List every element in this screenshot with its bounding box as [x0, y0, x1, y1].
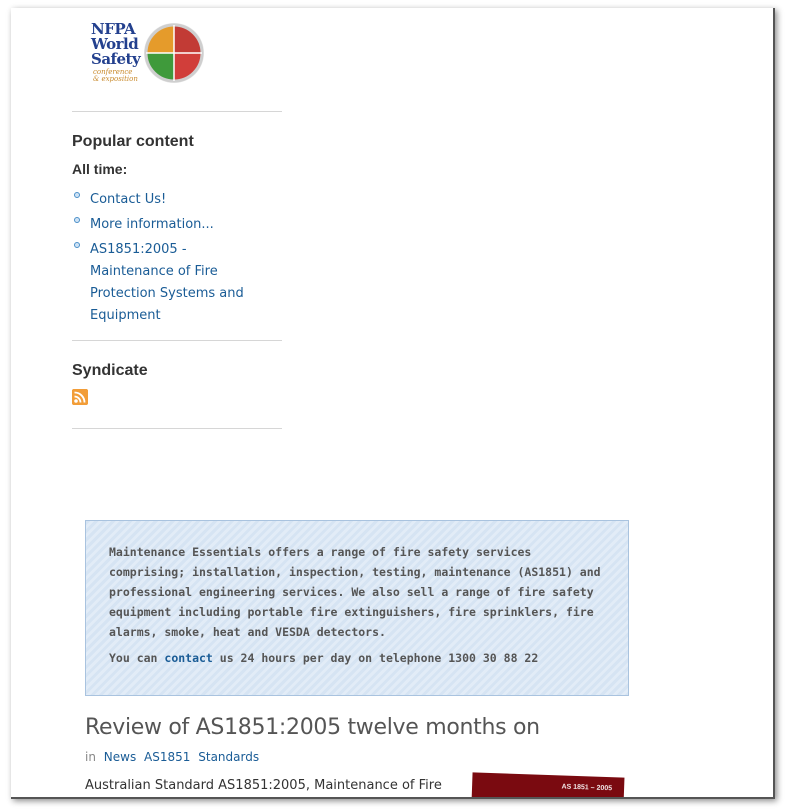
- tag-as1851[interactable]: AS1851: [144, 750, 191, 764]
- tag-news[interactable]: News: [103, 750, 137, 764]
- list-item: [72, 213, 272, 235]
- popular-link-contact-us[interactable]: Contact Us!: [90, 192, 167, 207]
- book-label: AS 1851 – 2005: [561, 783, 613, 793]
- popular-link-more-information[interactable]: More information...: [90, 217, 214, 232]
- logo-sub-2: & exposition: [93, 75, 138, 83]
- all-time-label: All time:: [72, 161, 128, 177]
- article-title[interactable]: Review of AS1851:2005 twelve months on: [85, 715, 540, 740]
- tag-standards[interactable]: Standards: [198, 750, 260, 764]
- article-tags: [85, 750, 259, 764]
- popular-content-title: Popular content: [72, 133, 194, 150]
- nfpa-world-safety-logo[interactable]: [89, 16, 209, 88]
- logo-sub-1: conference: [93, 68, 133, 76]
- popular-link-as1851[interactable]: AS1851:2005 - Maintenance of Fire Protection Systems and Equipment: [90, 242, 244, 323]
- standard-book-image: [472, 772, 625, 799]
- logo-line-3: Safety: [91, 50, 141, 68]
- rss-feed-icon[interactable]: [72, 389, 88, 405]
- popular-content-list: [72, 188, 272, 329]
- contact-prefix: You can: [109, 651, 165, 665]
- divider: [72, 428, 282, 429]
- bullet-icon: [74, 242, 80, 248]
- contact-sentence: [109, 648, 609, 668]
- list-item: [72, 238, 272, 326]
- logo-line-1: NFPA: [91, 20, 136, 38]
- bullet-icon: [74, 217, 80, 223]
- services-description: Maintenance Essentials offers a range of fire safety services comprising; installation, inspection, testing, maintenance (AS1851) and professional engineering services. We also sell a range of fire safety equipment including portable fire extinguishers, fire sprinklers, fire alarms, smoke, heat and VESDA detectors.: [109, 545, 601, 639]
- tags-prefix: in: [85, 750, 96, 764]
- article-excerpt: Australian Standard AS1851:2005, Maintenance of Fire: [85, 778, 442, 793]
- divider: [72, 111, 282, 112]
- syndicate-title: Syndicate: [72, 362, 148, 379]
- divider: [72, 340, 282, 341]
- logo-text: [91, 22, 140, 67]
- bullet-icon: [74, 192, 80, 198]
- services-info-box: [85, 520, 629, 696]
- logo-subtitle: [93, 69, 138, 83]
- page-frame: [11, 8, 775, 799]
- contact-suffix: us 24 hours per day on telephone 1300 30 88 22: [212, 651, 539, 665]
- globe-icon: [142, 21, 206, 85]
- logo-line-2: World: [91, 35, 139, 53]
- contact-link[interactable]: contact: [164, 651, 213, 665]
- list-item: [72, 188, 272, 210]
